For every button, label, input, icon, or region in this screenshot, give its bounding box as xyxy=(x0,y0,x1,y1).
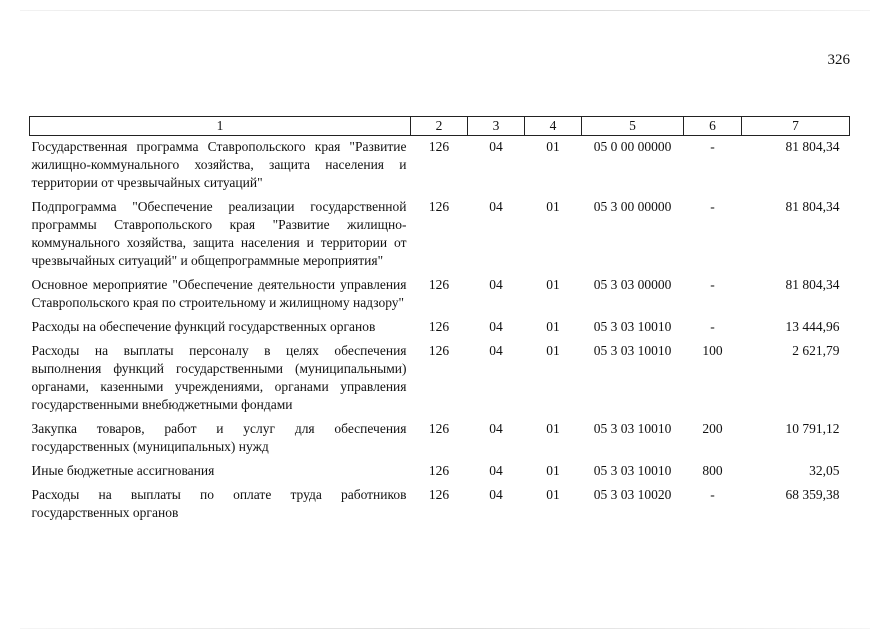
table-row xyxy=(30,274,850,316)
budget-table xyxy=(29,116,850,526)
row-target-article: 05 3 03 10010 xyxy=(593,463,672,478)
row-ministry-code: 126 xyxy=(428,487,450,502)
column-header-7: 7 xyxy=(742,117,850,136)
row-expense-type: - xyxy=(710,199,715,214)
row-amount: 68 359,38 xyxy=(785,487,840,502)
row-name: Расходы на выплаты по оплате труда работников государственных органов xyxy=(31,487,407,520)
table-row xyxy=(30,340,850,418)
row-target-article: 05 0 00 00000 xyxy=(593,139,672,154)
row-section: 04 xyxy=(489,139,503,154)
row-section: 04 xyxy=(489,319,503,334)
row-target-article: 05 3 03 00000 xyxy=(593,277,672,292)
row-section: 04 xyxy=(489,343,503,358)
row-subsection: 01 xyxy=(546,421,560,436)
row-subsection: 01 xyxy=(546,199,560,214)
row-expense-type: 200 xyxy=(702,421,723,436)
scan-edge-top xyxy=(20,10,870,11)
row-section: 04 xyxy=(489,421,503,436)
row-expense-type: - xyxy=(710,139,715,154)
row-expense-type: - xyxy=(710,277,715,292)
row-subsection: 01 xyxy=(546,487,560,502)
budget-table-container xyxy=(29,116,849,526)
row-name: Государственная программа Ставропольского края "Развитие жилищно-коммунального хозяйства, защита населения и территории от чрезвычайных ситуаций" xyxy=(31,139,407,190)
column-header-5: 5 xyxy=(582,117,684,136)
row-expense-type: - xyxy=(710,487,715,502)
row-section: 04 xyxy=(489,487,503,502)
column-header-4: 4 xyxy=(525,117,582,136)
row-amount: 32,05 xyxy=(809,463,840,478)
column-header-1: 1 xyxy=(30,117,411,136)
row-name: Иные бюджетные ассигнования xyxy=(31,463,215,478)
table-row xyxy=(30,196,850,274)
row-section: 04 xyxy=(489,463,503,478)
row-subsection: 01 xyxy=(546,277,560,292)
row-subsection: 01 xyxy=(546,139,560,154)
column-header-3: 3 xyxy=(468,117,525,136)
row-section: 04 xyxy=(489,277,503,292)
row-amount: 81 804,34 xyxy=(785,139,840,154)
table-row xyxy=(30,460,850,484)
row-amount: 13 444,96 xyxy=(785,319,840,334)
table-header-row xyxy=(30,117,850,136)
row-name: Расходы на обеспечение функций государственных органов xyxy=(31,319,376,334)
row-name: Подпрограмма "Обеспечение реализации государственной программы Ставропольского края "Развитие жилищно-коммунального хозяйства, защита населения и территории от чрезвычайных ситуаций" и общепрограммные мероприятия" xyxy=(31,199,407,268)
row-subsection: 01 xyxy=(546,463,560,478)
table-row xyxy=(30,418,850,460)
scan-edge-bottom xyxy=(20,628,870,629)
row-expense-type: 800 xyxy=(702,463,723,478)
row-target-article: 05 3 03 10010 xyxy=(593,343,672,358)
page-number: 326 xyxy=(827,52,850,68)
row-name: Закупка товаров, работ и услуг для обеспечения государственных (муниципальных) нужд xyxy=(31,421,407,454)
row-ministry-code: 126 xyxy=(428,199,450,214)
row-target-article: 05 3 03 10010 xyxy=(593,319,672,334)
row-target-article: 05 3 03 10010 xyxy=(593,421,672,436)
row-subsection: 01 xyxy=(546,343,560,358)
table-row xyxy=(30,484,850,526)
column-header-2: 2 xyxy=(411,117,468,136)
row-expense-type: - xyxy=(710,319,715,334)
row-expense-type: 100 xyxy=(702,343,723,358)
row-subsection: 01 xyxy=(546,319,560,334)
table-row xyxy=(30,136,850,197)
row-ministry-code: 126 xyxy=(428,277,450,292)
row-ministry-code: 126 xyxy=(428,463,450,478)
row-ministry-code: 126 xyxy=(428,343,450,358)
row-target-article: 05 3 03 10020 xyxy=(593,487,672,502)
row-name: Основное мероприятие "Обеспечение деятельности управления Ставропольского края по строительному и жилищному надзору" xyxy=(31,277,407,310)
row-name: Расходы на выплаты персоналу в целях обеспечения выполнения функций государственными (муниципальными) органами, казенными учреждениями, органами управления государственными внебюджетными фондами xyxy=(31,343,407,412)
row-amount: 81 804,34 xyxy=(785,199,840,214)
column-header-6: 6 xyxy=(684,117,742,136)
table-row xyxy=(30,316,850,340)
row-ministry-code: 126 xyxy=(428,421,450,436)
row-amount: 81 804,34 xyxy=(785,277,840,292)
row-ministry-code: 126 xyxy=(428,139,450,154)
row-target-article: 05 3 00 00000 xyxy=(593,199,672,214)
row-section: 04 xyxy=(489,199,503,214)
row-amount: 10 791,12 xyxy=(785,421,840,436)
row-amount: 2 621,79 xyxy=(792,343,840,358)
row-ministry-code: 126 xyxy=(428,319,450,334)
